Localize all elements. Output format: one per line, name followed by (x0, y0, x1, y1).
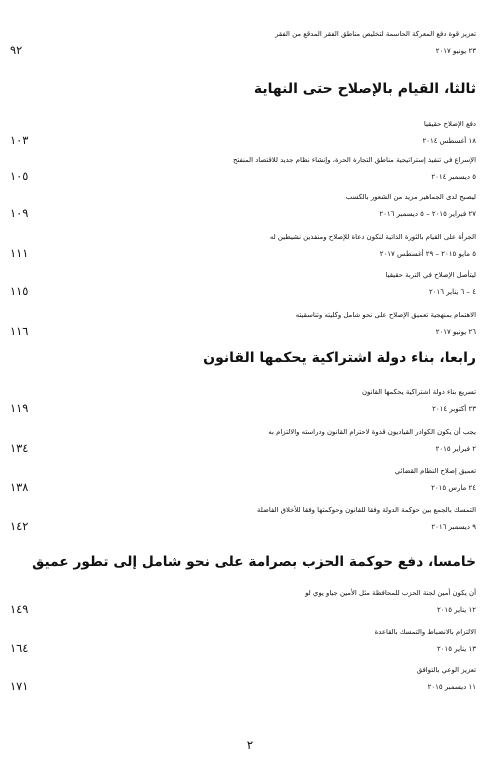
entry-page-number: ١٧١ (10, 679, 29, 693)
toc-entry (10, 502, 476, 536)
entry-date: ٥ ديسمبر ٢٠١٤ (431, 173, 476, 181)
toc-entry (10, 624, 476, 658)
entry-title: الالتزام بالانضباط والتمسك بالقاعدة (374, 628, 476, 636)
section-heading: رابعا، بناء دولة اشتراكية يحكمها القانون (203, 350, 476, 366)
entry-title: ليصبح لدى الجماهير مزيد من الشعور بالكسب (345, 193, 476, 201)
section-heading: خامسا، دفع حوكمة الحزب بصرامة على نحو شامل إلى تطور عميق (32, 554, 476, 570)
entry-title: تعزيز قوة دفع المعركة الحاسمة لتخليص مناطق الفقر المدقع من الفقر (275, 30, 476, 38)
entry-page-number: ١٣٤ (10, 441, 29, 455)
entry-page-number: ١٤٩ (10, 602, 29, 616)
entry-date: ٢٤ مارس ٢٠١٥ (431, 484, 476, 492)
toc-entry (10, 307, 476, 341)
entry-page-number: ٩٢ (10, 43, 23, 57)
toc-entry (10, 662, 476, 696)
entry-title: أن يكون أمين لجنة الحزب للمحافظة مثل الأمين جياو يوي لو (305, 589, 476, 597)
entry-date: ١٣ يناير ٢٠١٥ (436, 645, 476, 653)
toc-entry (10, 585, 476, 619)
entry-date: ١٢ يناير ٢٠١٥ (436, 606, 476, 614)
toc-entry (10, 463, 476, 497)
toc-entry (10, 26, 476, 60)
entry-page-number: ١٠٩ (10, 206, 29, 220)
entry-date: ٥ مايو ٢٠١٥ – ٢٩ أغسطس ٢٠١٧ (379, 250, 476, 258)
entry-date: ٢٦ يونيو ٢٠١٧ (435, 328, 476, 336)
entry-title: تعزيز الوعي بالتوافق (416, 666, 476, 674)
toc-entry (10, 229, 476, 263)
entry-page-number: ١٠٥ (10, 169, 29, 183)
entry-date: ١٨ أغسطس ٢٠١٤ (422, 137, 476, 145)
toc-entry (10, 424, 476, 458)
entry-page-number: ١٠٣ (10, 133, 29, 147)
entry-title: التمسك بالجمع بين حوكمة الدولة وفقا للقانون وحوكمتها وفقا للأخلاق الفاضلة (257, 506, 476, 514)
entry-title: الجرأة على القيام بالثورة الذاتية لنكون دعاة للإصلاح ومنفذين نشيطين له (269, 233, 476, 241)
section-heading: ثالثا، القيام بالإصلاح حتى النهاية (253, 81, 476, 97)
entry-date: ٢٣ يونيو ٢٠١٧ (435, 47, 476, 55)
entry-title: تسريع بناء دولة اشتراكية يحكمها القانون (361, 388, 476, 396)
entry-date: ٩ ديسمبر ٢٠١٦ (431, 523, 476, 531)
entry-date: ٢٧ فبراير ٢٠١٥ – ٥ ديسمبر ٢٠١٦ (379, 210, 476, 218)
toc-entry (10, 152, 476, 186)
page-number: ٢ (246, 738, 254, 752)
entry-page-number: ١١١ (10, 246, 29, 260)
entry-page-number: ١٣٨ (10, 480, 29, 494)
entry-title: دفع الإصلاح حقيقيا (423, 120, 476, 128)
entry-page-number: ١١٦ (10, 324, 29, 338)
entry-title: تعميق إصلاح النظام القضائي (394, 467, 476, 475)
entry-page-number: ١١٩ (10, 401, 29, 415)
entry-date: ٤ – ٦ يناير ٢٠١٦ (429, 288, 476, 296)
entry-date: ٢ فبراير ٢٠١٥ (435, 445, 476, 453)
entry-title: الاهتمام بمنهجية تعميق الإصلاح على نحو شامل وكليته وتناسقيته (295, 311, 476, 319)
toc-entry (10, 384, 476, 418)
entry-date: ١١ ديسمبر ٢٠١٥ (427, 683, 476, 691)
toc-entry (10, 116, 476, 150)
entry-title: ليتأصل الإصلاح في التربة حقيقيا (385, 271, 476, 279)
toc-entry (10, 267, 476, 301)
entry-title: الإسراع في تنفيذ إستراتيجية مناطق التجارة الحرة، وإنشاء نظام جديد للاقتصاد المنفتح (232, 156, 476, 164)
entry-page-number: ١٤٢ (10, 519, 29, 533)
toc-entry (10, 189, 476, 223)
entry-title: يجب أن يكون الكوادر القياديون قدوة لاحترام القانون ودراسته والالتزام به (268, 428, 476, 436)
entry-page-number: ١١٥ (10, 284, 29, 298)
entry-page-number: ١٦٤ (10, 641, 29, 655)
entry-date: ٢٣ أكتوبر ٢٠١٤ (432, 405, 476, 413)
